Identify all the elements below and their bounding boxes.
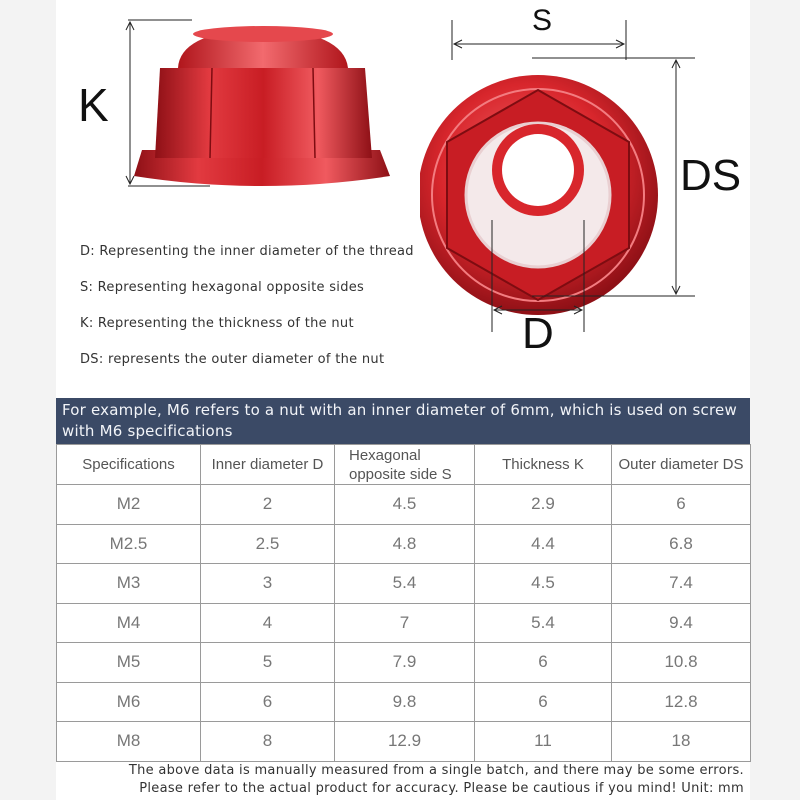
table-cell: 18 <box>612 722 751 762</box>
table-cell: 9.8 <box>335 682 475 722</box>
header-outer-diameter: Outer diameter DS <box>612 445 751 485</box>
thread-hole <box>502 134 574 206</box>
table-cell: 10.8 <box>612 643 751 683</box>
table-cell: 9.4 <box>612 603 751 643</box>
table-cell: 4.5 <box>475 564 612 604</box>
table-cell: 7 <box>335 603 475 643</box>
table-cell: 4.8 <box>335 524 475 564</box>
banner-line-2: with M6 specifications <box>62 422 233 440</box>
table-cell: 2 <box>201 485 335 525</box>
dimension-label-d: D <box>522 309 554 358</box>
table-cell: 12.8 <box>612 682 751 722</box>
table-row <box>57 643 751 683</box>
table-row <box>57 722 751 762</box>
legend-item-s: S: Representing hexagonal opposite sides <box>80 280 365 295</box>
table-cell: M2 <box>57 485 201 525</box>
specification-table <box>56 444 751 762</box>
dimension-label-k: K <box>78 79 109 131</box>
table-row <box>57 603 751 643</box>
nut-side-view-image <box>100 10 410 200</box>
legend-item-k: K: Representing the thickness of the nut <box>80 316 354 331</box>
nut-hex-body <box>155 68 372 158</box>
table-cell: 2.5 <box>201 524 335 564</box>
dimension-label-ds: DS <box>680 151 742 200</box>
table-row <box>57 682 751 722</box>
table-cell: 5.4 <box>335 564 475 604</box>
example-banner <box>56 398 750 444</box>
table-cell: 5.4 <box>475 603 612 643</box>
table-cell: 12.9 <box>335 722 475 762</box>
table-cell: 11 <box>475 722 612 762</box>
table-cell: 8 <box>201 722 335 762</box>
dimension-label-s: S <box>532 4 553 37</box>
table-cell: 3 <box>201 564 335 604</box>
table-row <box>57 564 751 604</box>
table-cell: 4.5 <box>335 485 475 525</box>
table-header-row <box>57 445 751 485</box>
table-cell: M6 <box>57 682 201 722</box>
table-cell: M5 <box>57 643 201 683</box>
table-cell: M3 <box>57 564 201 604</box>
table-cell: 7.9 <box>335 643 475 683</box>
header-inner-diameter: Inner diameter D <box>201 445 335 485</box>
table-cell: M2.5 <box>57 524 201 564</box>
legend-item-ds: DS: represents the outer diameter of the nut <box>80 352 385 367</box>
table-cell: 6 <box>612 485 751 525</box>
table-cell: 5 <box>201 643 335 683</box>
table-cell: 4 <box>201 603 335 643</box>
table-cell: 6 <box>475 682 612 722</box>
header-specifications: Specifications <box>57 445 201 485</box>
footnote <box>56 762 750 798</box>
table-cell: 7.4 <box>612 564 751 604</box>
banner-line-1: For example, M6 refers to a nut with an inner diameter of 6mm, which is used on screw <box>62 401 737 419</box>
footnote-line-1: The above data is manually measured from a single batch, and there may be some errors. <box>128 763 744 778</box>
table-cell: 6 <box>475 643 612 683</box>
table-cell: M8 <box>57 722 201 762</box>
table-row <box>57 485 751 525</box>
table-cell: 6.8 <box>612 524 751 564</box>
table-cell: 2.9 <box>475 485 612 525</box>
table-row <box>57 524 751 564</box>
header-hexagonal-side: Hexagonal opposite side S <box>335 445 475 485</box>
table-cell: M4 <box>57 603 201 643</box>
table-cell: 4.4 <box>475 524 612 564</box>
footnote-line-2: Please refer to the actual product for accuracy. Please be cautious if you mind! Unit: mm <box>139 781 744 796</box>
legend-item-d: D: Representing the inner diameter of the thread <box>80 244 414 259</box>
header-thickness: Thickness K <box>475 445 612 485</box>
table-cell: 6 <box>201 682 335 722</box>
